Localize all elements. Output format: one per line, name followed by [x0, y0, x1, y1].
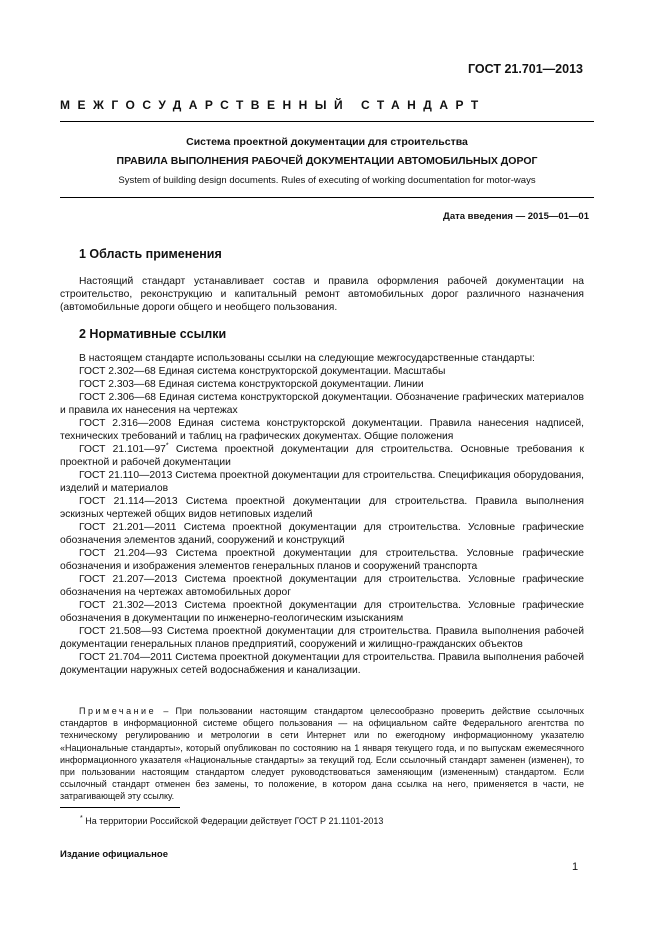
reference-text: Система проектной документации для строительства. Основные требования к проектной и рабочей документации — [60, 444, 584, 468]
header-divider — [60, 121, 594, 122]
reference-item-21-101 — [60, 443, 584, 469]
page-number: 1 — [572, 861, 579, 873]
document-code: ГОСТ 21.701—2013 — [467, 62, 583, 76]
reference-item: ГОСТ 2.306—68 Единая система конструкторской документации. Обозначение графических материалов и правила их нанесения на чертежах — [60, 392, 584, 416]
references-list — [60, 352, 584, 677]
footnote-mark: * — [80, 815, 83, 822]
standard-type-banner: МЕЖГОСУДАРСТВЕННЫЙ СТАНДАРТ — [60, 98, 486, 112]
system-title: Система проектной документации для строительства — [186, 136, 468, 148]
section-2-heading: 2 Нормативные ссылки — [79, 327, 227, 341]
note-label: Примечание — [79, 706, 157, 716]
footnote — [80, 816, 383, 826]
references-intro: В настоящем стандарте использованы ссылки на следующие межгосударственные стандарты: — [79, 353, 535, 364]
reference-item: ГОСТ 21.704—2011 Система проектной документации для строительства. Правила выполнения рабочей документации наружных сетей водоснабжения и канализации. — [60, 652, 584, 676]
reference-item: ГОСТ 2.302—68 Единая система конструкторской документации. Масштабы — [79, 366, 446, 377]
footnote-text: На территории Российской Федерации действует ГОСТ Р 21.1101-2013 — [82, 816, 384, 826]
note-text: – При пользовании настоящим стандартом целесообразно проверить действие ссылочных стандартов в информационной системе общего пользования — на официальном сайте Федерального агентства по техническому регулированию и метрологии в сети Интернет или по ежегодному информационному указателю «Национальные стандарты», который опубликован по состоянию на 1 января текущего года, и по выпускам ежемесячного информационного указателя «Национальные стандарты» за текущий год. Если ссылочный стандарт заменен (изменен), то при пользовании настоящим стандартом следует руководствоваться заменяющим (измененным) стандартом. Если ссылочный стандарт отменен без замены, то положение, в котором дана ссылка на него, применяется в части, не затрагивающей эту ссылку. — [60, 706, 584, 802]
official-edition-label: Издание официальное — [60, 849, 168, 860]
reference-item: ГОСТ 21.508—93 Система проектной документации для строительства. Правила выполнения рабочей документации генеральных планов предприятий, сооружений и жилищно-гражданских объектов — [60, 626, 584, 650]
reference-item: ГОСТ 21.204—93 Система проектной документации для строительства. Условные графические обозначения и изображения элементов генеральных планов и сооружений транспорта — [60, 548, 584, 572]
reference-item: ГОСТ 21.207—2013 Система проектной документации для строительства. Условные графические обозначения на чертежах автомобильных дорог — [60, 574, 584, 598]
note-paragraph — [60, 705, 584, 803]
document-title: ПРАВИЛА ВЫПОЛНЕНИЯ РАБОЧЕЙ ДОКУМЕНТАЦИИ АВТОМОБИЛЬНЫХ ДОРОГ — [116, 155, 538, 167]
reference-item: ГОСТ 2.316—2008 Единая система конструкторской документации. Правила нанесения надписей, технических требований и таблиц на графических документах. Общие положения — [60, 418, 584, 442]
reference-item: ГОСТ 21.110—2013 Система проектной документации для строительства. Спецификация оборудования, изделий и материалов — [60, 470, 584, 494]
introduction-date: Дата введения — 2015—01—01 — [443, 211, 589, 222]
english-title: System of building design documents. Rules of executing of working documentation for motor-ways — [118, 175, 536, 186]
reference-item: ГОСТ 21.114—2013 Система проектной документации для строительства. Правила выполнения эскизных чертежей общих видов нетиповых изделий — [60, 496, 584, 520]
reference-item: ГОСТ 21.201—2011 Система проектной документации для строительства. Условные графические обозначения элементов зданий, сооружений и конструкций — [60, 522, 584, 546]
reference-item: ГОСТ 21.302—2013 Система проектной документации для строительства. Условные графические обозначения в документации по инженерно-геологическим изысканиям — [60, 600, 584, 624]
reference-item: ГОСТ 2.303—68 Единая система конструкторской документации. Линии — [79, 379, 424, 390]
title-divider — [60, 197, 594, 198]
footnote-divider — [60, 807, 180, 808]
section-1-heading: 1 Область применения — [79, 247, 222, 261]
footnote-marker: * — [165, 442, 169, 450]
section-1-text: Настоящий стандарт устанавливает состав и правила оформления рабочей документации на строительство, реконструкцию и капитальный ремонт автомобильных дорог различного назначения (автомобильные дороги общего и необщего пользования. — [60, 276, 584, 313]
reference-code: ГОСТ 21.101—97 — [79, 444, 166, 455]
